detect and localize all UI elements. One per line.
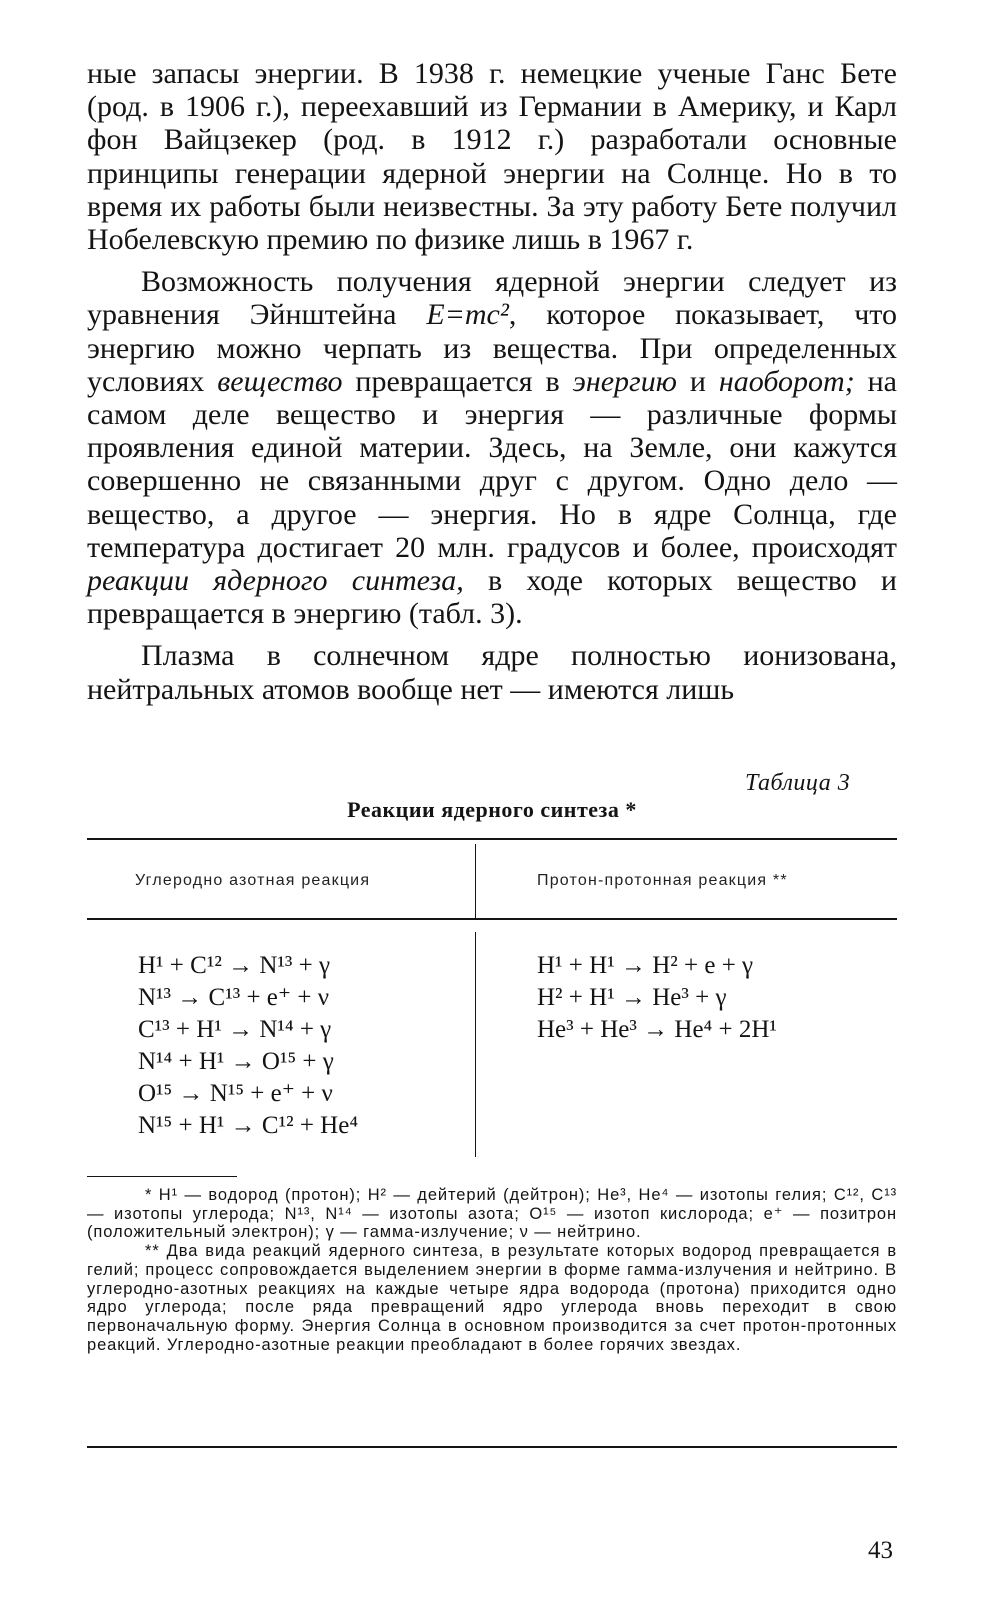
pp-reaction-2: H² + H¹ → He³ + γ <box>537 984 727 1011</box>
col1-header: Углеродно азотная реакция <box>135 872 371 889</box>
paragraph-2: Возможность получения ядерной энергии следует из уравнения Эйнштейна E=mc², которое показывает, что энергию можно черпать из вещества. При определенных условиях вещество превращается в энергию и наоборот; на самом деле вещество и энергия — различные формы проявления единой материи. Здесь, на Земле, они кажутся совершенно не связанными друг с другом. Одно дело — вещество, а другое — энергия. Но в ядре Солнца, где температура достигает 20 млн. градусов и более, происходят реакции ядерного синтеза, в ходе которых вещество и превращается в энергию (табл. 3). <box>87 265 897 631</box>
footnote-rule <box>87 1176 237 1177</box>
emphasis-energy: энергию <box>572 364 677 398</box>
pp-reaction-3: He³ + He³ → He⁴ + 2H¹ <box>537 1016 777 1043</box>
emphasis-vice-versa: наоборот; <box>718 364 855 398</box>
body-column-divider <box>475 932 476 1157</box>
footnote-2: ** Два вида реакций ядерного синтеза, в результате которых водород превращается в гелий; процесс сопровождается выделением энергии в форме гамма-излучения и нейтрино. В углеродно-азотных реакциях на каждые четыре ядра водорода (протона) приходится одно ядро углерода; после ряда превращений ядро углерода вновь переходит в свою первоначальную форму. Энергия Солнца в основном производится за счет протон-протонных реакций. Углеродно-азотные реакции преобладают в более горячих звездах. <box>87 1242 897 1354</box>
main-text <box>87 57 897 706</box>
einstein-formula: E=mc² <box>426 298 509 332</box>
carbon-nitrogen-reactions <box>138 950 358 1142</box>
table-top-rule <box>87 838 897 840</box>
cn-reaction-1: H¹ + C¹² → N¹³ + γ <box>138 952 331 979</box>
header-column-divider <box>475 844 476 920</box>
paragraph-1: ные запасы энергии. В 1938 г. немецкие ученые Ганс Бете (род. в 1906 г.), переехавший из Германии в Америку, и Карл фон Вайцзекер (род. в 1912 г.) разработали основные принципы генерации ядерной энергии на Солнце. Но в то время их работы были неизвестны. За эту работу Бете получил Нобелевскую премию по физике лишь в 1967 г. <box>87 57 897 257</box>
table-title: Реакции ядерного синтеза * <box>347 797 637 822</box>
page-number: 43 <box>868 1537 893 1564</box>
table-bottom-rule <box>87 1446 897 1448</box>
cn-reaction-3: C¹³ + H¹ → N¹⁴ + γ <box>138 1016 332 1043</box>
footnotes <box>87 1186 897 1354</box>
emphasis-substance: вещество <box>217 364 343 398</box>
table-header-rule <box>87 918 897 920</box>
table-label: Таблица 3 <box>745 770 851 796</box>
pp-reaction-1: H¹ + H¹ → H² + e + γ <box>537 952 754 979</box>
cn-reaction-2: N¹³ → C¹³ + e⁺ + ν <box>138 984 330 1011</box>
col2-header: Протон-протонная реакция ** <box>537 872 788 889</box>
proton-proton-reactions <box>537 950 777 1046</box>
emphasis-fusion: реакции ядерного синтеза, <box>87 564 464 598</box>
footnote-1: * H¹ — водород (протон); H² — дейтерий (дейтрон); He³, He⁴ — изотопы гелия; C¹², C¹³ — изотопы углерода; N¹³, N¹⁴ — изотопы азота; O¹⁵ — изотоп кислорода; e⁺ — позитрон (положительный электрон); γ — гамма-излучение; ν — нейтрино. <box>87 1186 897 1242</box>
cn-reaction-6: N¹⁵ + H¹ → C¹² + He⁴ <box>138 1112 359 1139</box>
paragraph-3: Плазма в солнечном ядре полностью ионизована, нейтральных атомов вообще нет — имеются лишь <box>87 639 897 706</box>
cn-reaction-5: O¹⁵ → N¹⁵ + e⁺ + ν <box>138 1080 333 1107</box>
cn-reaction-4: N¹⁴ + H¹ → O¹⁵ + γ <box>138 1048 334 1075</box>
